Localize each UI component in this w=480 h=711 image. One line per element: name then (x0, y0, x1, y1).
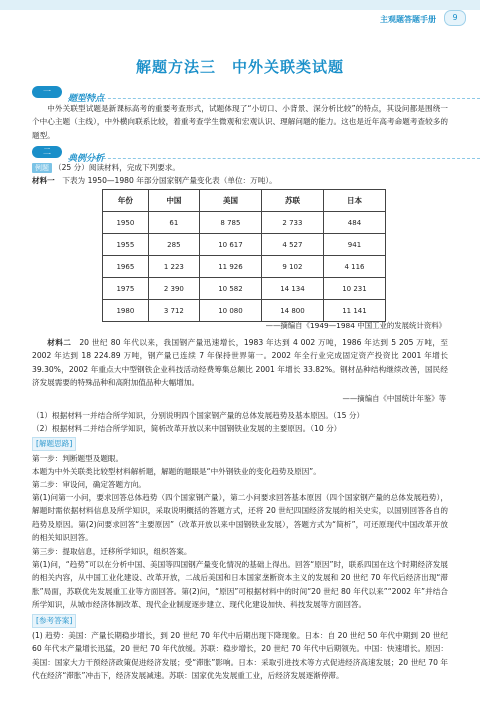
answer-label-line (32, 614, 448, 628)
material-two (32, 336, 448, 390)
table-header-row (103, 190, 386, 212)
table-row (103, 234, 386, 256)
table-cell: 2 390 (148, 278, 199, 300)
material-one-label: 材料一 (32, 176, 55, 185)
steel-output-table (102, 189, 386, 322)
table-cell: 4 116 (323, 256, 385, 278)
material-two-label: 材料二 (47, 338, 72, 347)
header-bar (0, 0, 480, 10)
table-cell: 3 712 (148, 300, 199, 322)
section-name: 典例分析 (68, 154, 105, 164)
table-header-cell: 年份 (103, 190, 149, 212)
table-header-cell: 苏联 (261, 190, 323, 212)
table-cell: 941 (323, 234, 385, 256)
table-cell: 1980 (103, 300, 149, 322)
table-cell: 10 080 (199, 300, 261, 322)
table-cell: 1950 (103, 212, 149, 234)
material-one-text: 下表为 1950—1980 年部分国家钢产量变化表（单位：万吨）。 (62, 176, 277, 185)
table-cell: 9 102 (261, 256, 323, 278)
source-one: ——摘编自《1949—1984 中国工业的发展统计资料》 (265, 321, 446, 330)
intro-paragraph: 中外关联型试题是新课标高考的重要考查形式，试题体现了“小切口、小背景、深分析比较”的特点，其设问都是围绕一个中心主题（主线），中外横向联系比较，着重考查学生微观和宏观认识、理解问题的能力。这也是近年高考命题考查较多的题型。 (32, 104, 448, 140)
table-header-cell: 日本 (323, 190, 385, 212)
answer-label: [参考答案] (32, 614, 76, 628)
think-label-line (32, 437, 448, 451)
page-title: 解题方法三 中外关联类试题 (135, 58, 344, 76)
think-step-one: 第一步：判断题型及题眼。 (32, 454, 124, 463)
question-one: （1）根据材料一并结合所学知识，分别说明四个国家钢产量的总体发展趋势及基本原因。（15 分） (32, 411, 365, 420)
table-cell: 10 231 (323, 278, 385, 300)
table-cell: 1965 (103, 256, 149, 278)
section-features (32, 86, 105, 104)
section-number: 一 (32, 86, 62, 98)
page-header (0, 0, 480, 28)
table-cell: 14 134 (261, 278, 323, 300)
table-cell: 10 582 (199, 278, 261, 300)
example-intro (32, 161, 448, 174)
think-step-two: 第二步：审设问，确定答题方向。 (32, 480, 146, 489)
think-step-one-detail: 本题为中外关联类比较型材料解析题，解题的题眼是“中外钢铁业的变化趋势及原因”。 (32, 467, 321, 476)
section-divider (68, 158, 480, 159)
table-cell: 14 800 (261, 300, 323, 322)
table-cell: 8 785 (199, 212, 261, 234)
table-cell: 1975 (103, 278, 149, 300)
table-cell: 484 (323, 212, 385, 234)
table-row (103, 278, 386, 300)
question-two: （2）根据材料二并结合所学知识，简析改革开放以来中国钢铁业发展的主要原因。（10 分） (32, 424, 342, 433)
table-cell: 11 141 (323, 300, 385, 322)
table-cell: 11 926 (199, 256, 261, 278)
think-step-three: 第三步：提取信息，迁移所学知识，组织答案。 (32, 547, 192, 556)
section-divider (68, 98, 480, 99)
think-step-two-detail: 第(1)问第一小问，要求回答总体趋势（四个国家钢产量），第二小问要求回答基本原因（四个国家钢产量的总体发展趋势），解题时需依据材料信息及所学知识，采取说明概括的答题方式，还将 20 世纪四国经济发展的相关史实，以国别回答各自的趋势及原因。第(2)问要求回答“主要原因”（改革开放以来中国钢铁业发展），答题方式为“简析”，可还原现代中国改革开放的相关知识回答。 (32, 493, 448, 543)
think-step-three-detail: 第(1)问，“趋势”可以在分析中国、美国等四国钢产量变化情况的基础上得出。回答“原因”时，联系四国在这个时期经济发展的相关内容，从中国工业化建设、改革开放，二战后美国和日本国家垄断资本主义的发展和 20 世纪 70 年代后经济出现“滞胀”局面，苏联优先发展重工业等方面回答。第(2)问，“原因”可根据材料中的时间“20 世纪 80 年代以来”“2002 年”并结合所学知识，从城市经济体制改革、现代企业制度逐步建立、现代化建设加快、科技发展等方面回答。 (32, 560, 448, 610)
table-row (103, 256, 386, 278)
material-two-text: 20 世纪 80 年代以来，我国钢产量迅速增长，1983 年达到 4 002 万吨，1986 年达到 5 205 万吨，至 2002 年达到 18 224.89 万吨，钢产量已连续 7 年保持世界第一。2002 年全行业完成固定资产投资比 2001 年增长 39.30%，2002 年重点大中型钢铁企业科技活动经费筹集总额比 2001 年增长 33.82%。钢材品种结构继续改善，国民经济发展需要的特殊品种和高附加值品种大幅增加。 (32, 338, 449, 388)
page-number: 9 (444, 10, 466, 26)
table-row (103, 212, 386, 234)
source-two: ——摘编自《中国统计年鉴》等 (342, 394, 446, 403)
table-body (103, 212, 386, 322)
material-one (32, 174, 448, 187)
example-text: （25 分）阅读材料，完成下列要求。 (54, 163, 180, 172)
section-name: 题型特点 (68, 94, 105, 104)
handbook-title: 主观题答题手册 (380, 15, 436, 24)
table-cell: 285 (148, 234, 199, 256)
table-row (103, 300, 386, 322)
table-header-cell: 中国 (148, 190, 199, 212)
section-examples (32, 146, 105, 164)
table-cell: 61 (148, 212, 199, 234)
table-cell: 2 733 (261, 212, 323, 234)
think-label: [解题思路] (32, 437, 76, 451)
table-cell: 1955 (103, 234, 149, 256)
table-cell: 4 527 (261, 234, 323, 256)
section-number: 二 (32, 146, 62, 158)
example-tag: 例题 (32, 163, 52, 173)
table-cell: 10 617 (199, 234, 261, 256)
table-header-cell: 美国 (199, 190, 261, 212)
answer-part-one: (1) 趋势：美国：产量长期稳步增长，到 20 世纪 70 年代中后期出现下降现象。日本：自 20 世纪 50 年代中期到 20 世纪 60 年代末产量增长迅猛，20 世纪 70 年代放缓。苏联：稳步增长，20 世纪 70 年代中后期领先。中国：快速增长。原因：美国：国家大力干预经济政策促进经济发展；受“滞胀”影响。日本：采取引进技术等方式促进经济高速发展；20 世纪 70 年代在经济“滞胀”冲击下，经济发展减速。苏联：国家优先发展重工业，后经济发展逐渐停滞。 (32, 631, 448, 681)
table-cell: 1 223 (148, 256, 199, 278)
